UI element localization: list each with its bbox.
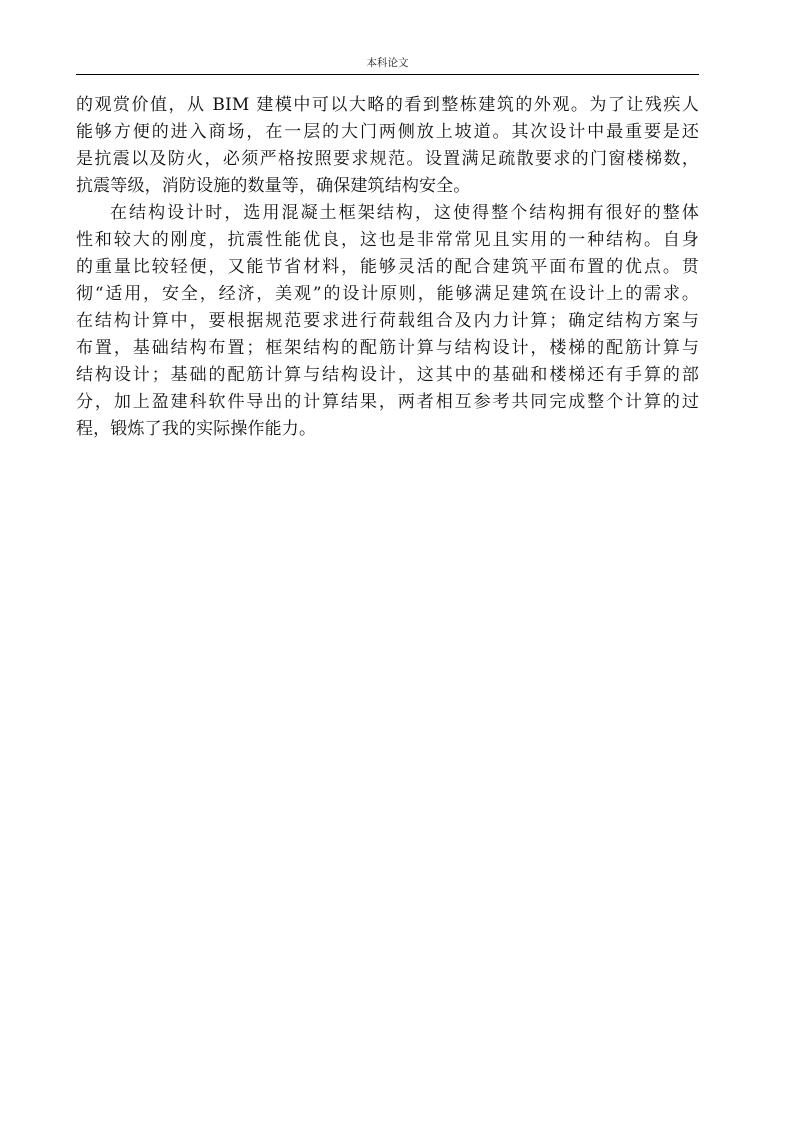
text-line: 布置，基础结构布置；框架结构的配筋计算与结构设计，楼梯的配筋计算与 bbox=[76, 338, 699, 358]
text-line: 的重量比较轻便，又能节省材料，能够灵活的配合建筑平面布置的优点。贯 bbox=[76, 257, 699, 277]
header-rule bbox=[76, 74, 699, 75]
text-line: 彻“适用，安全，经济，美观”的设计原则，能够满足建筑在设计上的需求。 bbox=[76, 284, 699, 304]
text-line: 是抗震以及防火，必须严格按照要求规范。设置满足疏散要求的门窗楼梯数， bbox=[76, 149, 699, 169]
text-line: 在结构设计时，选用混凝土框架结构，这使得整个结构拥有很好的整体 bbox=[110, 203, 699, 223]
text-line: 程，锻炼了我的实际操作能力。 bbox=[76, 419, 317, 439]
text-line: 的观赏价值，从 BIM 建模中可以大略的看到整栋建筑的外观。为了让残疾人 bbox=[76, 95, 699, 115]
text-line: 性和较大的刚度，抗震性能优良，这也是非常常见且实用的一种结构。自身 bbox=[76, 230, 699, 250]
body-text bbox=[76, 92, 699, 443]
text-line: 抗震等级，消防设施的数量等，确保建筑结构安全。 bbox=[76, 176, 471, 196]
text-line: 结构设计；基础的配筋计算与结构设计，这其中的基础和楼梯还有手算的部 bbox=[76, 365, 699, 385]
text-line: 在结构计算中，要根据规范要求进行荷载组合及内力计算；确定结构方案与 bbox=[76, 311, 699, 331]
text-line: 能够方便的进入商场，在一层的大门两侧放上坡道。其次设计中最重要是还 bbox=[76, 122, 699, 142]
paragraph bbox=[76, 92, 699, 200]
running-header: 本科论文 bbox=[366, 57, 409, 69]
paragraph bbox=[76, 200, 699, 443]
text-line: 分，加上盈建科软件导出的计算结果，两者相互参考共同完成整个计算的过 bbox=[76, 392, 699, 412]
